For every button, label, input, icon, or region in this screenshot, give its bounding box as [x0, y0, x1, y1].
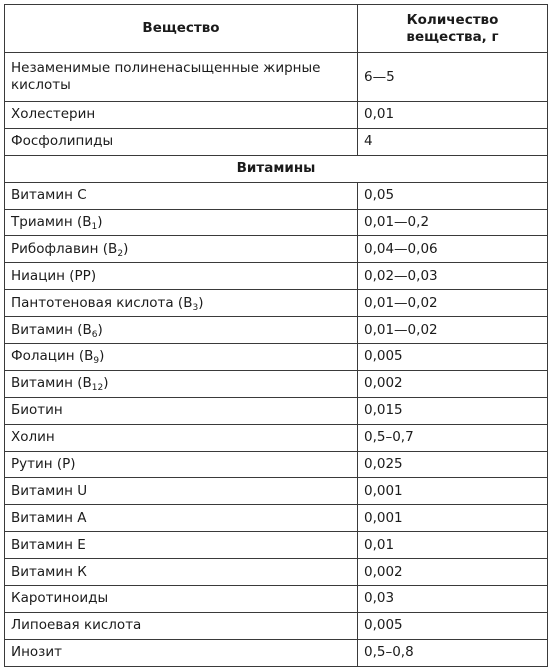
- table-row: [5, 612, 548, 639]
- vitamin-amount: 0,5–0,8: [358, 639, 548, 666]
- vitamin-amount: 0,05: [358, 182, 548, 209]
- vitamins-body: [5, 182, 548, 666]
- vitamin-name-suffix: ): [103, 375, 109, 392]
- vitamin-name-text: Ниацин (РР): [11, 267, 97, 284]
- table-row: [5, 397, 548, 424]
- table-row: [5, 290, 548, 317]
- vitamin-subscript: 1: [91, 222, 98, 232]
- substance-amount: 4: [358, 128, 548, 155]
- substance-amount: 6—5: [358, 53, 548, 102]
- table-row: [5, 236, 548, 263]
- vitamin-name-suffix: ): [198, 294, 204, 311]
- vitamin-name-text: Витамин С: [11, 187, 87, 204]
- header-amount-line1: Количество: [406, 11, 499, 28]
- table-row: [5, 639, 548, 666]
- vitamin-name-text: Витамин А: [11, 509, 87, 526]
- vitamin-name: [5, 451, 358, 478]
- vitamin-amount: 0,01—0,02: [358, 317, 548, 344]
- vitamin-name-text: Холин: [11, 429, 55, 446]
- vitamin-amount: 0,005: [358, 612, 548, 639]
- vitamin-name: [5, 478, 358, 505]
- vitamin-subscript: 9: [93, 356, 100, 367]
- vitamin-name-text: Витамин К: [11, 563, 87, 580]
- vitamin-subscript: 3: [192, 302, 199, 313]
- vitamin-amount: 0,04—0,06: [358, 236, 548, 263]
- vitamin-name-text: Пантотеновая кислота (В: [11, 294, 193, 311]
- vitamin-name-text: Инозит: [11, 644, 63, 661]
- vitamin-name-suffix: ): [123, 240, 129, 257]
- table-row: [5, 128, 548, 155]
- vitamin-name: [5, 612, 358, 639]
- vitamin-name: [5, 424, 358, 451]
- vitamin-subscript: 12: [91, 383, 104, 394]
- document: [4, 4, 547, 667]
- vitamin-name: [5, 317, 358, 344]
- vitamin-name: [5, 559, 358, 586]
- header-amount: [358, 5, 548, 53]
- substance-name: Холестерин: [5, 102, 358, 129]
- vitamin-amount: 0,01—0,2: [358, 209, 548, 236]
- vitamin-amount: 0,02—0,03: [358, 263, 548, 290]
- vitamin-subscript: 2: [117, 248, 124, 259]
- header-row: [5, 5, 548, 53]
- vitamin-subscript: 6: [91, 329, 98, 340]
- vitamin-name: [5, 209, 358, 236]
- vitamin-name-text: Каротиноиды: [11, 590, 109, 607]
- vitamin-name-text: Рибофлавин (В: [11, 240, 118, 257]
- table-row: [5, 102, 548, 129]
- vitamin-name: [5, 263, 358, 290]
- table-row: [5, 370, 548, 397]
- table-row: [5, 424, 548, 451]
- header-substance: Вещество: [5, 5, 358, 53]
- vitamin-name: [5, 397, 358, 424]
- vitamin-name-text: Биотин: [11, 402, 63, 419]
- vitamin-amount: 0,025: [358, 451, 548, 478]
- vitamin-name: [5, 290, 358, 317]
- section-row: [5, 155, 548, 182]
- vitamin-amount: 0,01—0,02: [358, 290, 548, 317]
- vitamin-amount: 0,001: [358, 478, 548, 505]
- table-row: [5, 532, 548, 559]
- vitamin-amount: 0,002: [358, 559, 548, 586]
- vitamin-name-text: Рутин (Р): [11, 456, 76, 473]
- vitamin-name: [5, 639, 358, 666]
- table-row: [5, 53, 548, 102]
- table-row: [5, 317, 548, 344]
- vitamin-amount: 0,001: [358, 505, 548, 532]
- vitamin-name-text: Витамин U: [11, 482, 88, 499]
- vitamin-name-suffix: ): [97, 214, 103, 230]
- vitamin-name-text: Фолацин (В: [11, 348, 94, 365]
- nutrient-table: [4, 4, 548, 667]
- table-body: [5, 53, 548, 183]
- vitamin-name: [5, 370, 358, 397]
- table-row: [5, 505, 548, 532]
- vitamin-name: [5, 236, 358, 263]
- table-row: [5, 209, 548, 236]
- vitamin-name-text: Витамин (В: [11, 321, 92, 338]
- vitamin-name: [5, 344, 358, 371]
- vitamin-name-text: Витамин (В: [11, 375, 92, 392]
- vitamin-name-text: Витамин Е: [11, 536, 86, 553]
- vitamin-amount: 0,002: [358, 370, 548, 397]
- vitamin-amount: 0,03: [358, 586, 548, 613]
- table-row: [5, 586, 548, 613]
- vitamin-name: [5, 586, 358, 613]
- substance-name: Незаменимые полиненасыщенные жирные кислоты: [5, 53, 358, 102]
- vitamin-name-suffix: ): [97, 321, 103, 338]
- vitamin-name: [5, 182, 358, 209]
- table-row: [5, 344, 548, 371]
- table-row: [5, 263, 548, 290]
- vitamin-name-text: Липоевая кислота: [11, 617, 142, 634]
- table-header: [5, 5, 548, 53]
- vitamin-amount: 0,015: [358, 397, 548, 424]
- vitamin-name: [5, 505, 358, 532]
- vitamin-name-text: Триамин (В: [11, 214, 92, 230]
- section-title-vitamins: Витамины: [5, 155, 548, 182]
- vitamin-amount: 0,005: [358, 344, 548, 371]
- table-row: [5, 559, 548, 586]
- header-amount-line2: вещества, г: [406, 28, 499, 45]
- vitamin-amount: 0,01: [358, 532, 548, 559]
- substance-name: Фосфолипиды: [5, 128, 358, 155]
- vitamin-name: [5, 532, 358, 559]
- substance-amount: 0,01: [358, 102, 548, 129]
- table-row: [5, 182, 548, 209]
- table-row: [5, 451, 548, 478]
- vitamin-name-suffix: ): [99, 348, 105, 365]
- table-row: [5, 478, 548, 505]
- vitamin-amount: 0,5–0,7: [358, 424, 548, 451]
